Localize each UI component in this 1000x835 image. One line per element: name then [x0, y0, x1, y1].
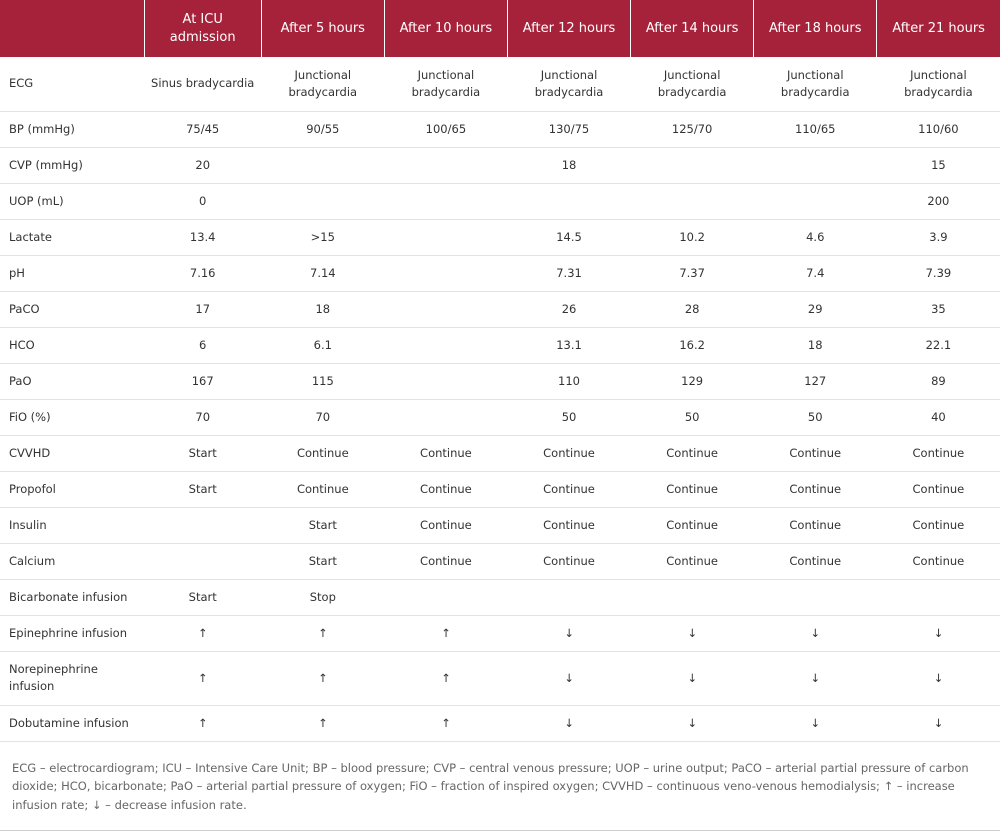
- table-cell: 89: [877, 363, 1000, 399]
- row-label: CVP (mmHg): [0, 147, 144, 183]
- table-cell: 167: [144, 363, 261, 399]
- table-cell: 35: [877, 291, 1000, 327]
- table-cell: [384, 327, 507, 363]
- table-row: [0, 651, 1000, 705]
- table-cell: ↓: [507, 705, 630, 741]
- table-row: [0, 219, 1000, 255]
- table-cell: 129: [631, 363, 754, 399]
- table-row: [0, 705, 1000, 741]
- table-cell: 40: [877, 399, 1000, 435]
- table-cell: Start: [144, 579, 261, 615]
- row-label: PaCO: [0, 291, 144, 327]
- table-cell: 110: [507, 363, 630, 399]
- table-cell: 50: [507, 399, 630, 435]
- table-cell: 75/45: [144, 111, 261, 147]
- table-cell: 15: [877, 147, 1000, 183]
- table-cell: Stop: [261, 579, 384, 615]
- table-cell: 70: [144, 399, 261, 435]
- table-cell: 7.4: [754, 255, 877, 291]
- table-cell: 16.2: [631, 327, 754, 363]
- table-cell: Continue: [754, 471, 877, 507]
- table-cell: ↑: [144, 651, 261, 705]
- table-cell: Junctional bradycardia: [754, 57, 877, 111]
- table-cell: 17: [144, 291, 261, 327]
- table-cell: ↓: [877, 615, 1000, 651]
- row-label: BP (mmHg): [0, 111, 144, 147]
- table-cell: Junctional bradycardia: [631, 57, 754, 111]
- table-cell: 22.1: [877, 327, 1000, 363]
- table-cell: 13.4: [144, 219, 261, 255]
- row-label: Calcium: [0, 543, 144, 579]
- table-cell: ↑: [384, 651, 507, 705]
- row-label: UOP (mL): [0, 183, 144, 219]
- table-cell: 6.1: [261, 327, 384, 363]
- table-cell: 100/65: [384, 111, 507, 147]
- table-row: [0, 255, 1000, 291]
- table-cell: 110/65: [754, 111, 877, 147]
- table-cell: 26: [507, 291, 630, 327]
- table-cell: ↑: [261, 705, 384, 741]
- table-cell: Continue: [631, 507, 754, 543]
- table-row: [0, 327, 1000, 363]
- table-row: [0, 183, 1000, 219]
- table-cell: Junctional bradycardia: [261, 57, 384, 111]
- table-cell: [631, 579, 754, 615]
- table-cell: 50: [754, 399, 877, 435]
- header-cell-12h: After 12 hours: [507, 0, 630, 57]
- table-cell: ↓: [877, 705, 1000, 741]
- table-cell: 7.39: [877, 255, 1000, 291]
- table-row: [0, 147, 1000, 183]
- table-cell: Continue: [754, 507, 877, 543]
- table-cell: 115: [261, 363, 384, 399]
- table-cell: [144, 543, 261, 579]
- table-cell: 7.14: [261, 255, 384, 291]
- table-row: [0, 363, 1000, 399]
- table-cell: ↓: [631, 705, 754, 741]
- table-cell: ↓: [507, 651, 630, 705]
- table-cell: [384, 363, 507, 399]
- table-cell: 18: [261, 291, 384, 327]
- table-cell: Continue: [384, 507, 507, 543]
- table-cell: [631, 147, 754, 183]
- table-cell: ↑: [384, 705, 507, 741]
- row-label: Propofol: [0, 471, 144, 507]
- header-cell-10h: After 10 hours: [384, 0, 507, 57]
- table-cell: ↑: [144, 615, 261, 651]
- table-cell: Junctional bradycardia: [507, 57, 630, 111]
- row-label: Lactate: [0, 219, 144, 255]
- table-cell: [261, 147, 384, 183]
- table-cell: 90/55: [261, 111, 384, 147]
- table-cell: 7.37: [631, 255, 754, 291]
- table-cell: Continue: [631, 543, 754, 579]
- table-cell: 29: [754, 291, 877, 327]
- table-row: [0, 399, 1000, 435]
- table-cell: Continue: [877, 435, 1000, 471]
- table-cell: Continue: [877, 507, 1000, 543]
- table-row: [0, 111, 1000, 147]
- table-cell: 7.16: [144, 255, 261, 291]
- table-row: [0, 507, 1000, 543]
- table-cell: [754, 183, 877, 219]
- table-cell: Start: [261, 543, 384, 579]
- table-cell: Continue: [507, 471, 630, 507]
- row-label: Dobutamine infusion: [0, 705, 144, 741]
- table-cell: ↑: [261, 615, 384, 651]
- table-cell: [754, 147, 877, 183]
- table-cell: 0: [144, 183, 261, 219]
- row-label: pH: [0, 255, 144, 291]
- table-cell: Start: [144, 471, 261, 507]
- header-cell-14h: After 14 hours: [631, 0, 754, 57]
- table-cell: ↑: [144, 705, 261, 741]
- table-row: [0, 615, 1000, 651]
- table-cell: 4.6: [754, 219, 877, 255]
- table-cell: 125/70: [631, 111, 754, 147]
- table-cell: ↓: [507, 615, 630, 651]
- header-cell-parameter: [0, 0, 144, 57]
- table-cell: [384, 255, 507, 291]
- table-cell: Continue: [754, 543, 877, 579]
- table-cell: ↑: [261, 651, 384, 705]
- table-cell: ↓: [631, 651, 754, 705]
- table-cell: Continue: [507, 435, 630, 471]
- table-cell: Continue: [631, 435, 754, 471]
- table-row: [0, 543, 1000, 579]
- table-cell: [384, 399, 507, 435]
- row-label: Norepinephrine infusion: [0, 651, 144, 705]
- table-cell: [384, 183, 507, 219]
- table-cell: 200: [877, 183, 1000, 219]
- table-row: [0, 471, 1000, 507]
- table-cell: 130/75: [507, 111, 630, 147]
- table-cell: ↑: [384, 615, 507, 651]
- row-label: Bicarbonate infusion: [0, 579, 144, 615]
- table-cell: Junctional bradycardia: [384, 57, 507, 111]
- table-cell: 18: [507, 147, 630, 183]
- table-cell: Sinus bradycardia: [144, 57, 261, 111]
- table-cell: Continue: [877, 471, 1000, 507]
- table-cell: Continue: [261, 471, 384, 507]
- table-cell: 70: [261, 399, 384, 435]
- table-row: [0, 57, 1000, 111]
- header-cell-icu-admission: At ICU admission: [144, 0, 261, 57]
- table-cell: Start: [261, 507, 384, 543]
- header-cell-5h: After 5 hours: [261, 0, 384, 57]
- table-cell: [261, 183, 384, 219]
- table-cell: 6: [144, 327, 261, 363]
- table-cell: Continue: [877, 543, 1000, 579]
- row-label: Epinephrine infusion: [0, 615, 144, 651]
- table-cell: 3.9: [877, 219, 1000, 255]
- table-cell: [507, 183, 630, 219]
- table-cell: [384, 579, 507, 615]
- row-label: ECG: [0, 57, 144, 111]
- table-cell: [144, 507, 261, 543]
- table-footnote: ECG – electrocardiogram; ICU – Intensive Care Unit; BP – blood pressure; CVP – central venous pressure; UOP – urine output; PaCO – arterial partial pressure of carbon dioxide; HCO, bicarbonate; PaO – arterial partial pressure of oxygen; FiO – fraction of inspired oxygen; CVVHD – continuous veno-venous hemodialysis; ↑ – increase infusion rate; ↓ – decrease infusion rate.: [0, 742, 1000, 832]
- table-cell: Continue: [261, 435, 384, 471]
- table-cell: 20: [144, 147, 261, 183]
- table-cell: ↓: [754, 651, 877, 705]
- table-cell: Continue: [754, 435, 877, 471]
- table-cell: Continue: [384, 543, 507, 579]
- table-cell: ↓: [754, 705, 877, 741]
- table-cell: 50: [631, 399, 754, 435]
- table-cell: [384, 219, 507, 255]
- table-cell: Continue: [507, 543, 630, 579]
- table-cell: [384, 291, 507, 327]
- table-cell: Continue: [631, 471, 754, 507]
- table-cell: 13.1: [507, 327, 630, 363]
- table-cell: [507, 579, 630, 615]
- table-cell: Continue: [384, 471, 507, 507]
- table-cell: ↓: [631, 615, 754, 651]
- table-cell: ↓: [877, 651, 1000, 705]
- table-cell: 110/60: [877, 111, 1000, 147]
- row-label: Insulin: [0, 507, 144, 543]
- table-cell: [631, 183, 754, 219]
- row-label: FiO (%): [0, 399, 144, 435]
- header-cell-21h: After 21 hours: [877, 0, 1000, 57]
- table-row: [0, 435, 1000, 471]
- table-cell: >15: [261, 219, 384, 255]
- table-cell: Continue: [507, 507, 630, 543]
- table-cell: 14.5: [507, 219, 630, 255]
- table-row: [0, 579, 1000, 615]
- header-cell-18h: After 18 hours: [754, 0, 877, 57]
- row-label: PaO: [0, 363, 144, 399]
- table-header-row: [0, 0, 1000, 57]
- table-cell: Continue: [384, 435, 507, 471]
- table-cell: Start: [144, 435, 261, 471]
- table-cell: [384, 147, 507, 183]
- table-cell: 10.2: [631, 219, 754, 255]
- table-cell: [877, 579, 1000, 615]
- table-cell: ↓: [754, 615, 877, 651]
- row-label: CVVHD: [0, 435, 144, 471]
- table-cell: 127: [754, 363, 877, 399]
- row-label: HCO: [0, 327, 144, 363]
- table-cell: 28: [631, 291, 754, 327]
- table-cell: 18: [754, 327, 877, 363]
- table-cell: Junctional bradycardia: [877, 57, 1000, 111]
- table-row: [0, 291, 1000, 327]
- table-cell: 7.31: [507, 255, 630, 291]
- table-cell: [754, 579, 877, 615]
